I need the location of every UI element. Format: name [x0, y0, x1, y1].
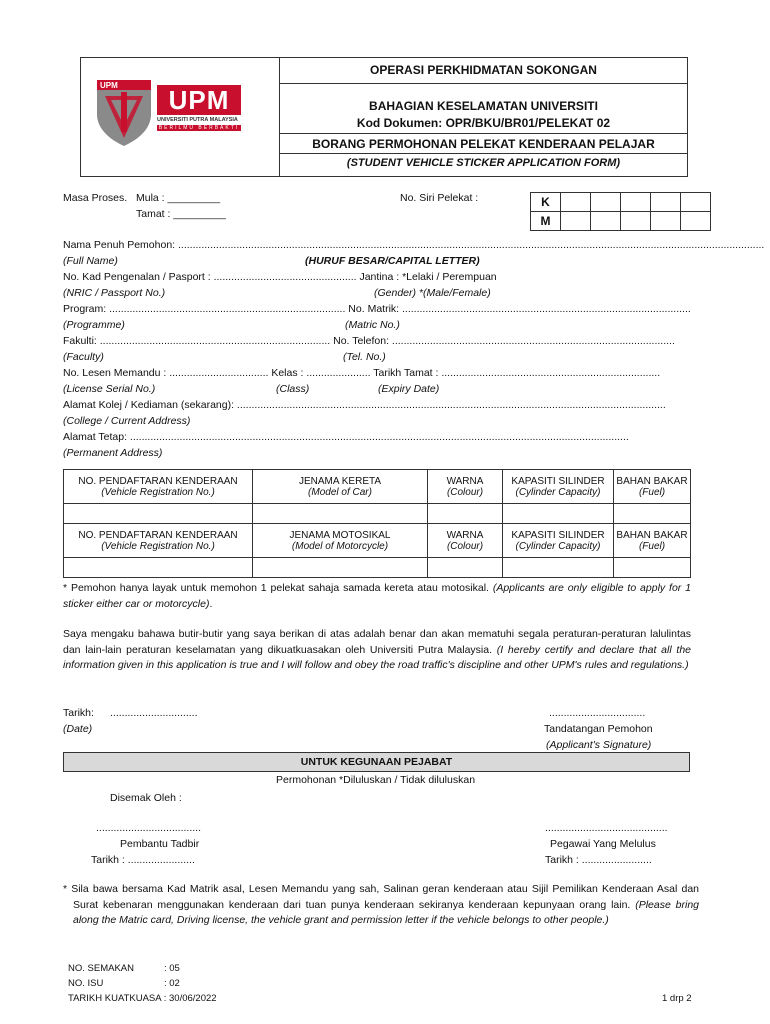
ic-passport-field[interactable]: No. Kad Pengenalan / Pasport : ................................................. Jantina : *Lelaki / Perempuan: [63, 271, 497, 283]
sticker-serial-table: [530, 192, 711, 231]
college-address-en: (College / Current Address): [63, 415, 191, 427]
car-reg-input[interactable]: [64, 504, 253, 524]
car-col-colour: WARNA (Colour): [428, 470, 503, 504]
moto-cc-input[interactable]: [503, 558, 614, 578]
form-title-en: (STUDENT VEHICLE STICKER APPLICATION FORM): [346, 157, 621, 169]
revision-value: : 05: [164, 963, 180, 974]
declaration: Saya mengaku bahawa butir-butir yang saya berikan di atas adalah benar dan akan mematuhi segala peraturan-peraturan lalulintas dan lain-lain peraturan keselamatan yang dikuatkuasakan oleh Universiti Putra Malaysia. (I hereby certify and declare that all the information given in this application is true and I will follow and obey the road traffic's discipline and other UPM's rules and regulations.): [63, 628, 692, 671]
car-table: [63, 469, 691, 524]
header-title-2: BAHAGIAN KESELAMATAN UNIVERSITI: [369, 99, 598, 113]
moto-col-colour: WARNA (Colour): [428, 524, 503, 558]
header-titles: [280, 58, 687, 176]
car-cc-input[interactable]: [503, 504, 614, 524]
page-number: 1 drp 2: [662, 993, 692, 1004]
serial-cell[interactable]: [591, 193, 621, 212]
process-start: Mula : _________: [136, 192, 221, 204]
eligibility-note: * Pemohon hanya layak untuk memohon 1 pelekat sahaja samada kereta atau motosikal. (Applicants are only eligible to apply for 1 sticker either car or motorcycle).: [63, 582, 692, 610]
approval-status: Permohonan *Diluluskan / Tidak diluluskan: [276, 774, 476, 786]
programme-field[interactable]: Program: ................................................................................. No. Matrik: ...................................................................................................: [63, 303, 691, 315]
moto-fuel-input[interactable]: [614, 558, 691, 578]
serial-cell[interactable]: [621, 212, 651, 231]
car-col-model: JENAMA KERETA (Model of Car): [253, 470, 428, 504]
class-en: (Class): [276, 383, 310, 395]
date-label: Tarikh:: [63, 707, 94, 719]
header-title-1: OPERASI PERKHIDMATAN SOKONGAN: [370, 63, 597, 77]
checked-by-label: Disemak Oleh :: [110, 792, 182, 804]
logo-small-text: UPM: [100, 81, 118, 90]
moto-reg-input[interactable]: [64, 558, 253, 578]
clerk-role: Pembantu Tadbir: [120, 838, 200, 850]
gender-en: (Gender) *(Male/Female): [374, 287, 491, 299]
moto-col-cc: KAPASITI SILINDER (Cylinder Capacity): [503, 524, 614, 558]
motorcycle-table: [63, 523, 691, 578]
moto-col-model: JENAMA MOTOSIKAL (Model of Motorcycle): [253, 524, 428, 558]
sticker-serial-label: No. Siri Pelekat :: [400, 192, 479, 204]
moto-col-reg: NO. PENDAFTARAN KENDERAAN (Vehicle Registration No.): [64, 524, 253, 558]
serial-cell[interactable]: [681, 212, 711, 231]
serial-row-m: M: [531, 212, 561, 231]
permanent-address-field[interactable]: Alamat Tetap: ...........................................................................................................................................................................: [63, 431, 629, 443]
full-name-en: (Full Name): [63, 255, 118, 267]
logo-motto: BERILMU BERBAKTI: [158, 125, 240, 131]
office-use-header: UNTUK KEGUNAAN PEJABAT: [63, 752, 690, 772]
process-end: Tamat : _________: [136, 208, 226, 220]
car-col-fuel: BAHAN BAKAR (Fuel): [614, 470, 691, 504]
date-en: (Date): [63, 723, 93, 735]
effective-date: TARIKH KUATKUASA : 30/06/2022: [68, 993, 217, 1004]
full-name-field[interactable]: Nama Penuh Pemohon: .........................................................................................................................................................................................................: [63, 239, 765, 251]
matric-en: (Matric No.): [345, 319, 400, 331]
serial-cell[interactable]: [651, 212, 681, 231]
document-header: [80, 57, 688, 177]
phone-en: (Tel. No.): [343, 351, 386, 363]
approver-date[interactable]: Tarikh : ........................: [545, 854, 652, 866]
form-title: BORANG PERMOHONAN PELEKAT KENDERAAN PELAJAR: [312, 137, 655, 151]
signature-en: (Applicant's Signature): [546, 739, 652, 751]
signature-label: Tandatangan Pemohon: [544, 723, 653, 735]
programme-en: (Programme): [63, 319, 125, 331]
faculty-en: (Faculty): [63, 351, 104, 363]
car-col-cc: KAPASITI SILINDER (Cylinder Capacity): [503, 470, 614, 504]
capital-letter-note: (HURUF BESAR/CAPITAL LETTER): [305, 255, 480, 267]
ic-passport-en: (NRIC / Passport No.): [63, 287, 166, 299]
faculty-field[interactable]: Fakulti: ............................................................................... No. Telefon: .................................................................................................: [63, 335, 675, 347]
moto-col-fuel: BAHAN BAKAR (Fuel): [614, 524, 691, 558]
serial-cell[interactable]: [681, 193, 711, 212]
moto-colour-input[interactable]: [428, 558, 503, 578]
expiry-en: (Expiry Date): [378, 383, 440, 395]
moto-model-input[interactable]: [253, 558, 428, 578]
document-code: Kod Dokumen: OPR/BKU/BR01/PELEKAT 02: [356, 116, 611, 130]
serial-cell[interactable]: [651, 193, 681, 212]
clerk-signature-field[interactable]: ....................................: [96, 822, 202, 834]
car-model-input[interactable]: [253, 504, 428, 524]
college-address-field[interactable]: Alamat Kolej / Kediaman (sekarang): ...................................................................................................................................................: [63, 399, 666, 411]
approver-role: Pegawai Yang Melulus: [550, 838, 656, 850]
logo-wordmark: UPM: [157, 85, 241, 115]
serial-cell[interactable]: [561, 193, 591, 212]
logo-cell: [81, 58, 280, 176]
date-field[interactable]: ..............................: [110, 707, 198, 719]
serial-cell[interactable]: [561, 212, 591, 231]
issue-value: : 02: [164, 978, 180, 989]
logo-university: UNIVERSITI PUTRA MALAYSIA: [157, 117, 238, 123]
documents-note: * Sila bawa bersama Kad Matrik asal, Lesen Memandu yang sah, Salinan geran kenderaan atau Sijil Pemilikan Kenderaan Asal dan Surat kebenaran menggunakan kenderaan dari tuan punya kenderaan sekiranya kenderaan kepunyaan orang lain. (Please bring along the Matric card, Driving license, the vehicle grant and permission letter if the vehicle belongs to other people.): [63, 883, 700, 926]
revision-label: NO. SEMAKAN: [68, 963, 134, 974]
approver-signature-field[interactable]: ..........................................: [545, 822, 668, 834]
process-label: Masa Proses.: [63, 192, 128, 204]
issue-label: NO. ISU: [68, 978, 104, 989]
license-en: (License Serial No.): [63, 383, 156, 395]
serial-cell[interactable]: [621, 193, 651, 212]
serial-cell[interactable]: [591, 212, 621, 231]
clerk-date[interactable]: Tarikh : .......................: [91, 854, 195, 866]
car-fuel-input[interactable]: [614, 504, 691, 524]
license-field[interactable]: No. Lesen Memandu : .................................. Kelas : ...................... Tarikh Tamat : ...........................................................................: [63, 367, 661, 379]
signature-field[interactable]: .................................: [549, 707, 646, 719]
permanent-address-en: (Permanent Address): [63, 447, 163, 459]
car-col-reg: NO. PENDAFTARAN KENDERAAN (Vehicle Registration No.): [64, 470, 253, 504]
serial-row-k: K: [531, 193, 561, 212]
car-colour-input[interactable]: [428, 504, 503, 524]
